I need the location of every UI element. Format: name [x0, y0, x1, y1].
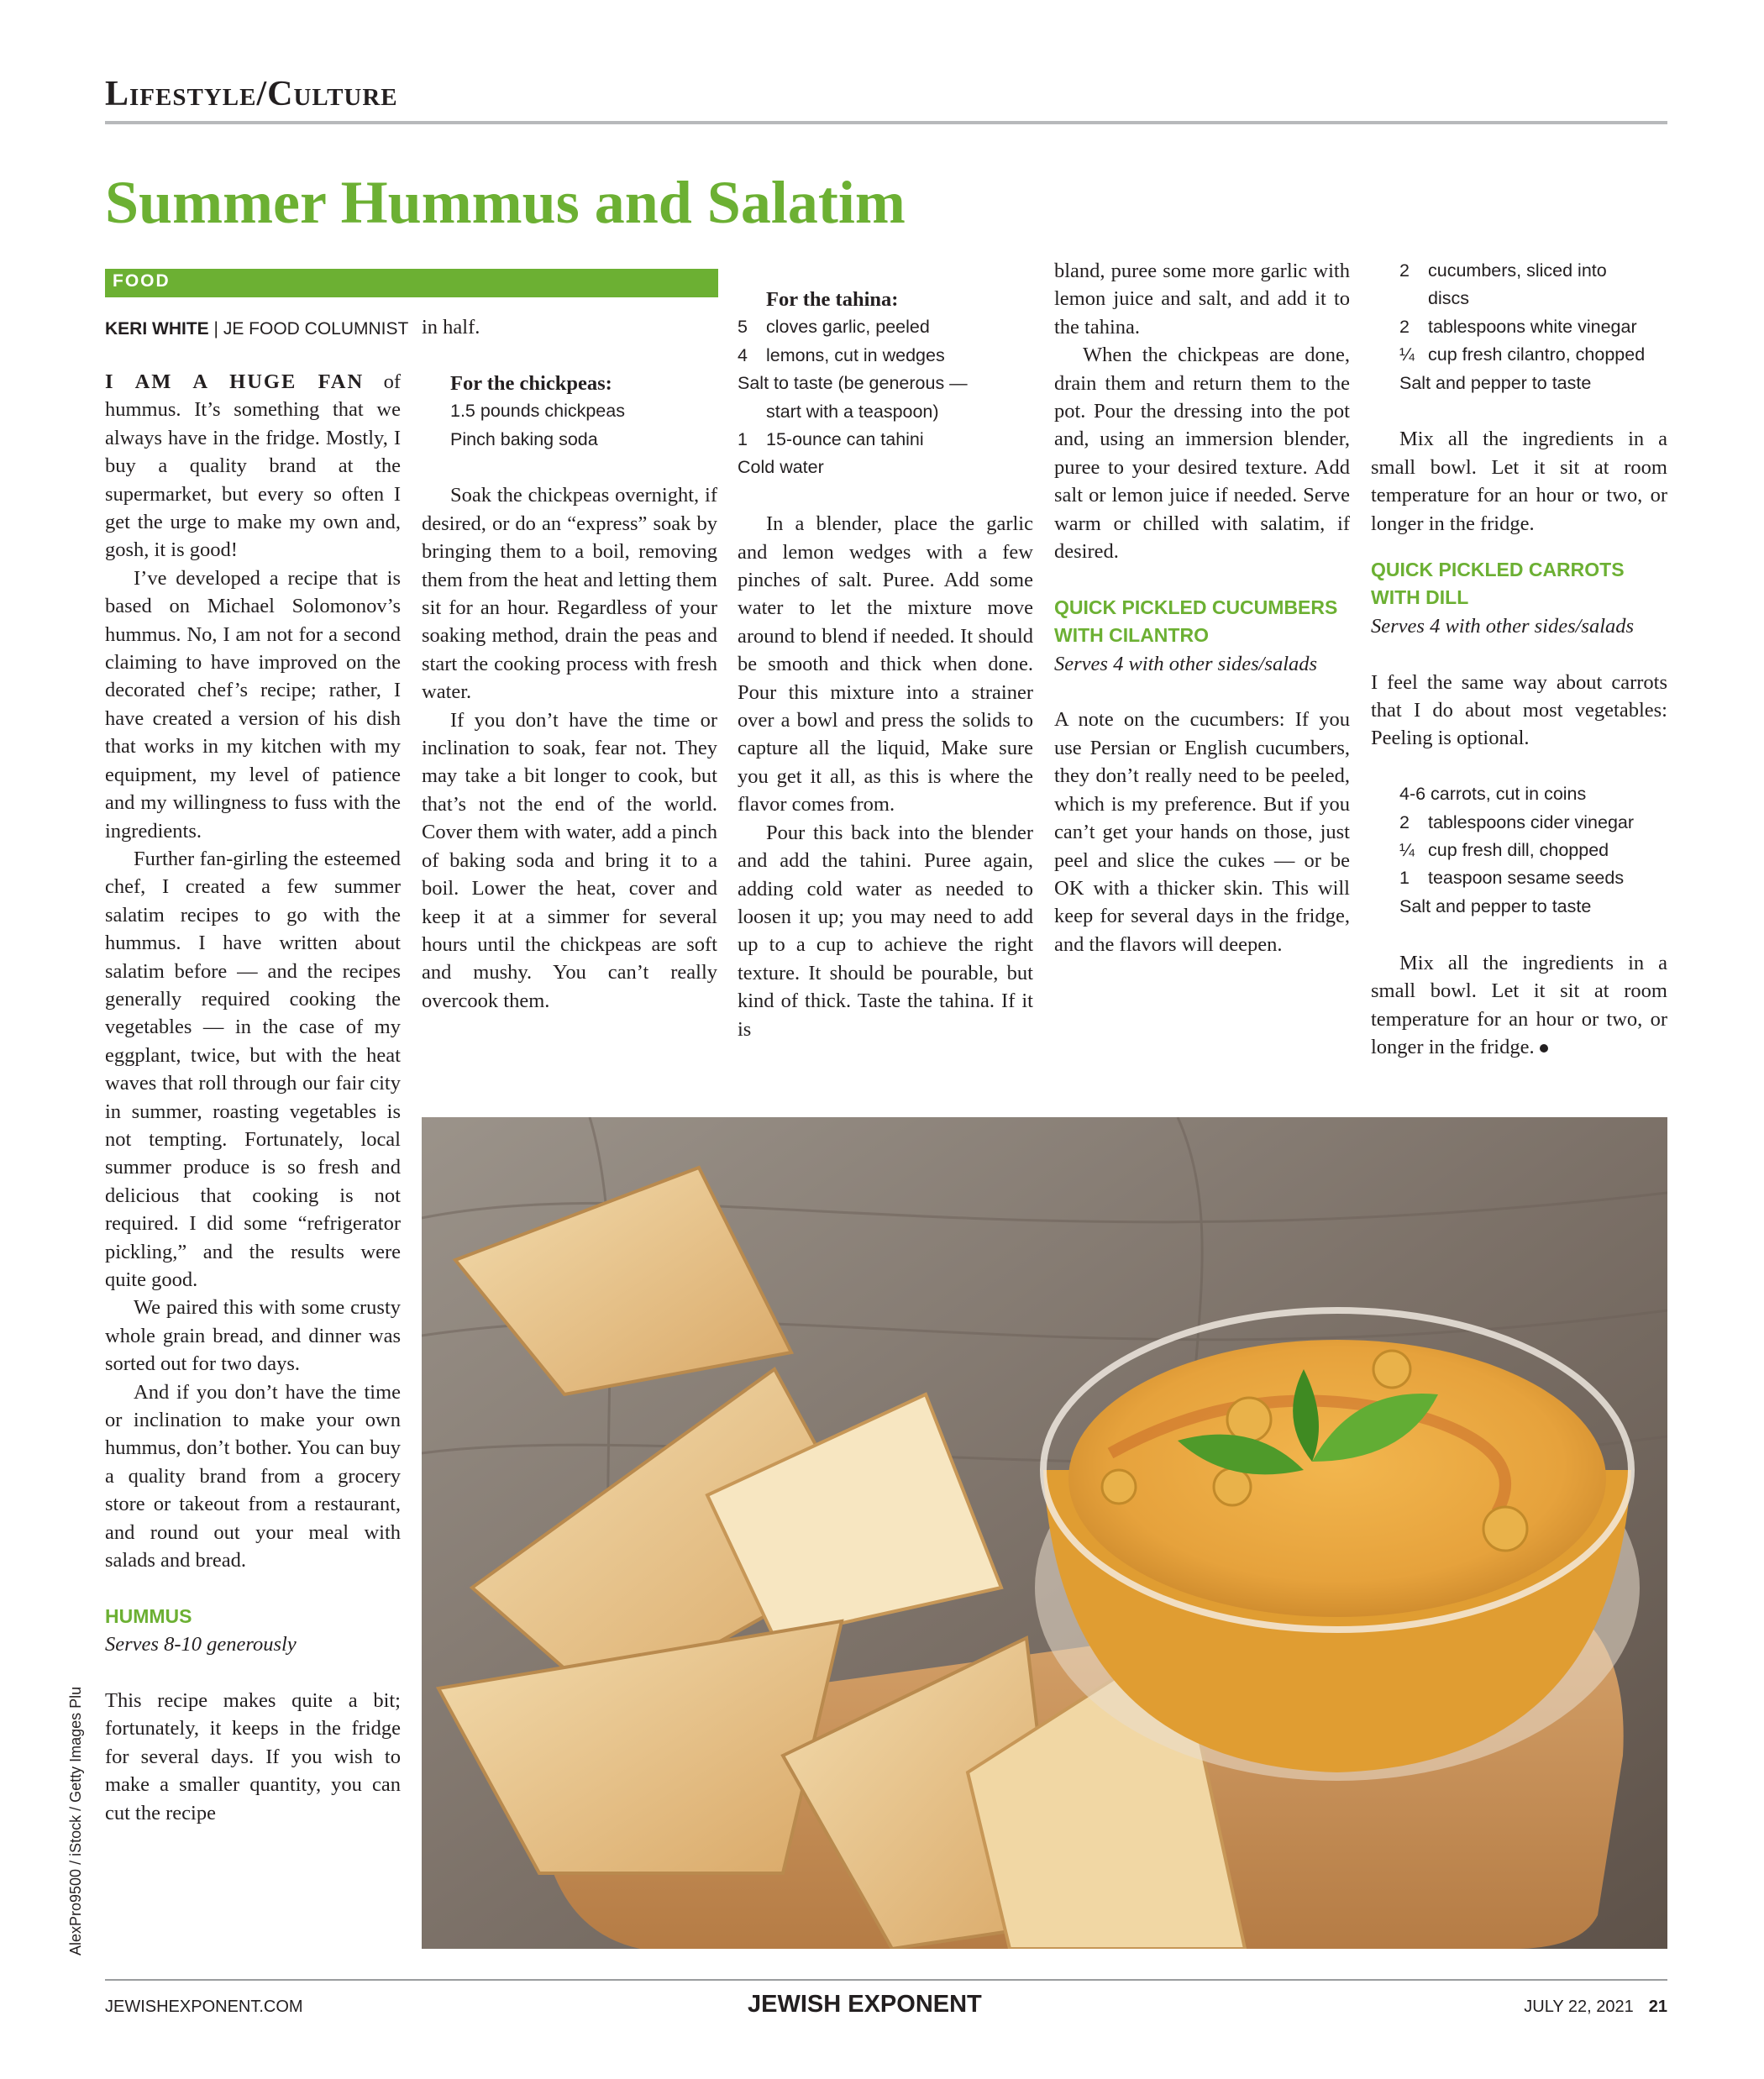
- hummus-final-step: When the chickpeas are done, drain them and return them to the pot. Pour the dressing into the pot and, using an immersion blender, puree to your desired texture. Add salt or lemon juice if needed. Serve warm or chilled with salatim, if desired.: [1054, 344, 1350, 564]
- tahina-step-2: Pour this back into the blender and add the tahini. Puree again, adding cold water as needed to loosen it up; you may need to add up to a cup to achieve the right texture. It should be pourable, but kind of thick. Taste the tahina. If it is: [738, 821, 1033, 1041]
- bottom-divider: [105, 1979, 1667, 1981]
- author-role: JE FOOD COLUMNIST: [223, 319, 409, 339]
- chickpeas-step-2: If you don’t have the time or inclination to soak, fear not. They may take a bit longer to cook, but that’s not the end of the world. Cover them with water, add a pinch of baking soda and bring it to a boil. Lower the heat, cover and keep it at a simmer for several hours until the chickpeas are soft and mushy. You can’t really overcook them.: [422, 708, 717, 1012]
- ingredient-item: 4-6 carrots, cut in coins: [1399, 784, 1587, 805]
- footer-website[interactable]: JEWISHEXPONENT.COM: [105, 1998, 303, 2016]
- hummus-heading: HUMMUS: [105, 1604, 192, 1627]
- hummus-note-continued: in half.: [422, 316, 480, 339]
- column-5: [1371, 257, 1667, 1061]
- ingredient-item: Pinch baking soda: [450, 428, 598, 449]
- byline-separator: |: [213, 319, 223, 339]
- chickpeas-step-1: Soak the chickpeas overnight, if desired, or do an “express” soak by bringing them to a boil, removing them from the heat and letting them sit for an hour. Regardless of your soaking method, drain the peas and start the cooking process with fresh water.: [422, 484, 717, 704]
- hummus-photo: [422, 1117, 1667, 1949]
- ingredient-item: 5 cloves garlic, peeled: [738, 317, 930, 338]
- cucumbers-note: A note on the cucumbers: If you use Persian or English cucumbers, they don’t really need to be peeled, which is my preference. But if you can’t get your hands on those, just peel and slice the cukes — or be OK with a thicker skin. This will keep for several days in the fridge, and the flavors will deepen.: [1054, 708, 1350, 956]
- intro-paragraph-2: I’ve developed a recipe that is based on Michael Solomonov’s hummus. No, I am not for a second claiming to have improved on the decorated chef’s recipe; rather, I have created a version of his dish that works in my kitchen with my equipment, my level of patience and my willingness to fuss with the ingredients.: [105, 566, 401, 843]
- tahina-step-2-continued: bland, puree some more garlic with lemon juice and salt, and add it to the tahina.: [1054, 260, 1350, 339]
- tahina-heading: For the tahina:: [766, 288, 899, 311]
- column-4: [1054, 257, 1350, 958]
- ingredient-item: discs: [1428, 288, 1469, 309]
- ingredient-item: Salt and pepper to taste: [1399, 895, 1592, 916]
- byline: [105, 319, 408, 339]
- carrots-heading: QUICK PICKLED CARROTS WITH DILL: [1371, 559, 1625, 609]
- ingredient-item: 2 tablespoons cider vinegar: [1399, 811, 1635, 832]
- page-number: 21: [1648, 1998, 1667, 2016]
- footer-date-page: [1524, 1998, 1667, 2017]
- hummus-photo-illustration: [422, 1117, 1667, 1949]
- end-mark-icon: [1540, 1044, 1548, 1053]
- intro-paragraph-5: And if you don’t have the time or inclination to make your own hummus, don’t bother. You can buy a quality brand from a grocery store or takeout from a restaurant, and round out your meal with salads and bread.: [105, 1380, 401, 1572]
- author-name: KERI WHITE: [105, 319, 209, 339]
- intro-paragraph-3: Further fan-girling the esteemed chef, I created a few summer salatim recipes to go with the hummus. I have written about salatim before — and the recipes generally required cooking the vegetables — in the case of my eggplant, twice, but with the heat waves that roll through our fair city in summer, roasting vegetables is not tempting. Fortunately, local summer produce is so fresh and delicious that cooking is not required. I did some “refrigerator pickling,” and the results were quite good.: [105, 847, 401, 1291]
- ingredient-item: 1.5 pounds chickpeas: [450, 401, 625, 422]
- column-1: [105, 368, 401, 1827]
- ingredient-item: Salt to taste (be generous —: [738, 373, 968, 394]
- ingredient-item: ¼ cup fresh dill, chopped: [1399, 840, 1609, 861]
- carrots-note: I feel the same way about carrots that I do about most vegetables: Peeling is optional.: [1371, 670, 1667, 750]
- cucumbers-serves: Serves 4 with other sides/salads: [1054, 652, 1318, 675]
- ingredient-item: 2 tablespoons white vinegar: [1399, 316, 1637, 337]
- ingredient-item: 1 15-ounce can tahini: [738, 429, 924, 450]
- cucumbers-method: Mix all the ingredients in a small bowl. Let it sit at room temperature for an hour or two, or longer in the fridge.: [1371, 428, 1667, 535]
- hummus-note: This recipe makes quite a bit; fortunately, it keeps in the fridge for several days. If you wish to make a smaller quantity, you can cut the recipe: [105, 1689, 401, 1824]
- cucumbers-heading: QUICK PICKLED CUCUMBERS WITH CILANTRO: [1054, 596, 1338, 647]
- footer-publication: JEWISH EXPONENT: [748, 1991, 982, 2018]
- category-bar: [105, 269, 718, 297]
- ingredient-item: 2 cucumbers, sliced into: [1399, 260, 1607, 281]
- carrots-serves: Serves 4 with other sides/salads: [1371, 614, 1635, 638]
- carrots-method: Mix all the ingredients in a small bowl. Let it sit at room temperature for an hour or two, or longer in the fridge.: [1371, 951, 1667, 1058]
- column-3: [738, 286, 1033, 1043]
- section-label: Lifestyle/Culture: [105, 75, 398, 113]
- ingredient-item: Salt and pepper to taste: [1399, 372, 1592, 393]
- photo-credit: AlexPro9500 / iStock / Getty Images Plu: [67, 1686, 84, 1956]
- article-headline: Summer Hummus and Salatim: [105, 169, 906, 236]
- ingredient-item: 4 lemons, cut in wedges: [738, 344, 945, 365]
- ingredient-item: ¼ cup fresh cilantro, chopped: [1399, 344, 1646, 365]
- ingredient-item: Cold water: [738, 457, 824, 478]
- category-label: FOOD: [113, 271, 171, 291]
- tahina-step-1: In a blender, place the garlic and lemon wedges with a few pinches of salt. Puree. Add some water to let the mixture move around to blend if needed. It should be smooth and thick when done. Pour this mixture into a strainer over a bowl and press the solids to capture all the liquid, Make sure you get it all, as this is where the flavor comes from.: [738, 512, 1033, 816]
- lead-in: I AM A HUGE FAN: [105, 370, 365, 393]
- ingredient-item: start with a teaspoon): [766, 401, 939, 422]
- top-divider: [105, 121, 1667, 124]
- column-2: [422, 313, 717, 1015]
- ingredient-item: 1 teaspoon sesame seeds: [1399, 868, 1625, 889]
- intro-paragraph-4: We paired this with some crusty whole grain bread, and dinner was sorted out for two days.: [105, 1296, 401, 1376]
- footer-date: JULY 22, 2021: [1524, 1998, 1634, 2016]
- chickpeas-heading: For the chickpeas:: [450, 371, 612, 395]
- intro-paragraph-1: I AM A HUGE FAN of hummus. It’s something that we always have in the fridge. Mostly, I buy a quality brand at the supermarket, but every so often I get the urge to make my own and, gosh, it is good!: [105, 370, 402, 562]
- hummus-serves: Serves 8-10 generously: [105, 1633, 297, 1656]
